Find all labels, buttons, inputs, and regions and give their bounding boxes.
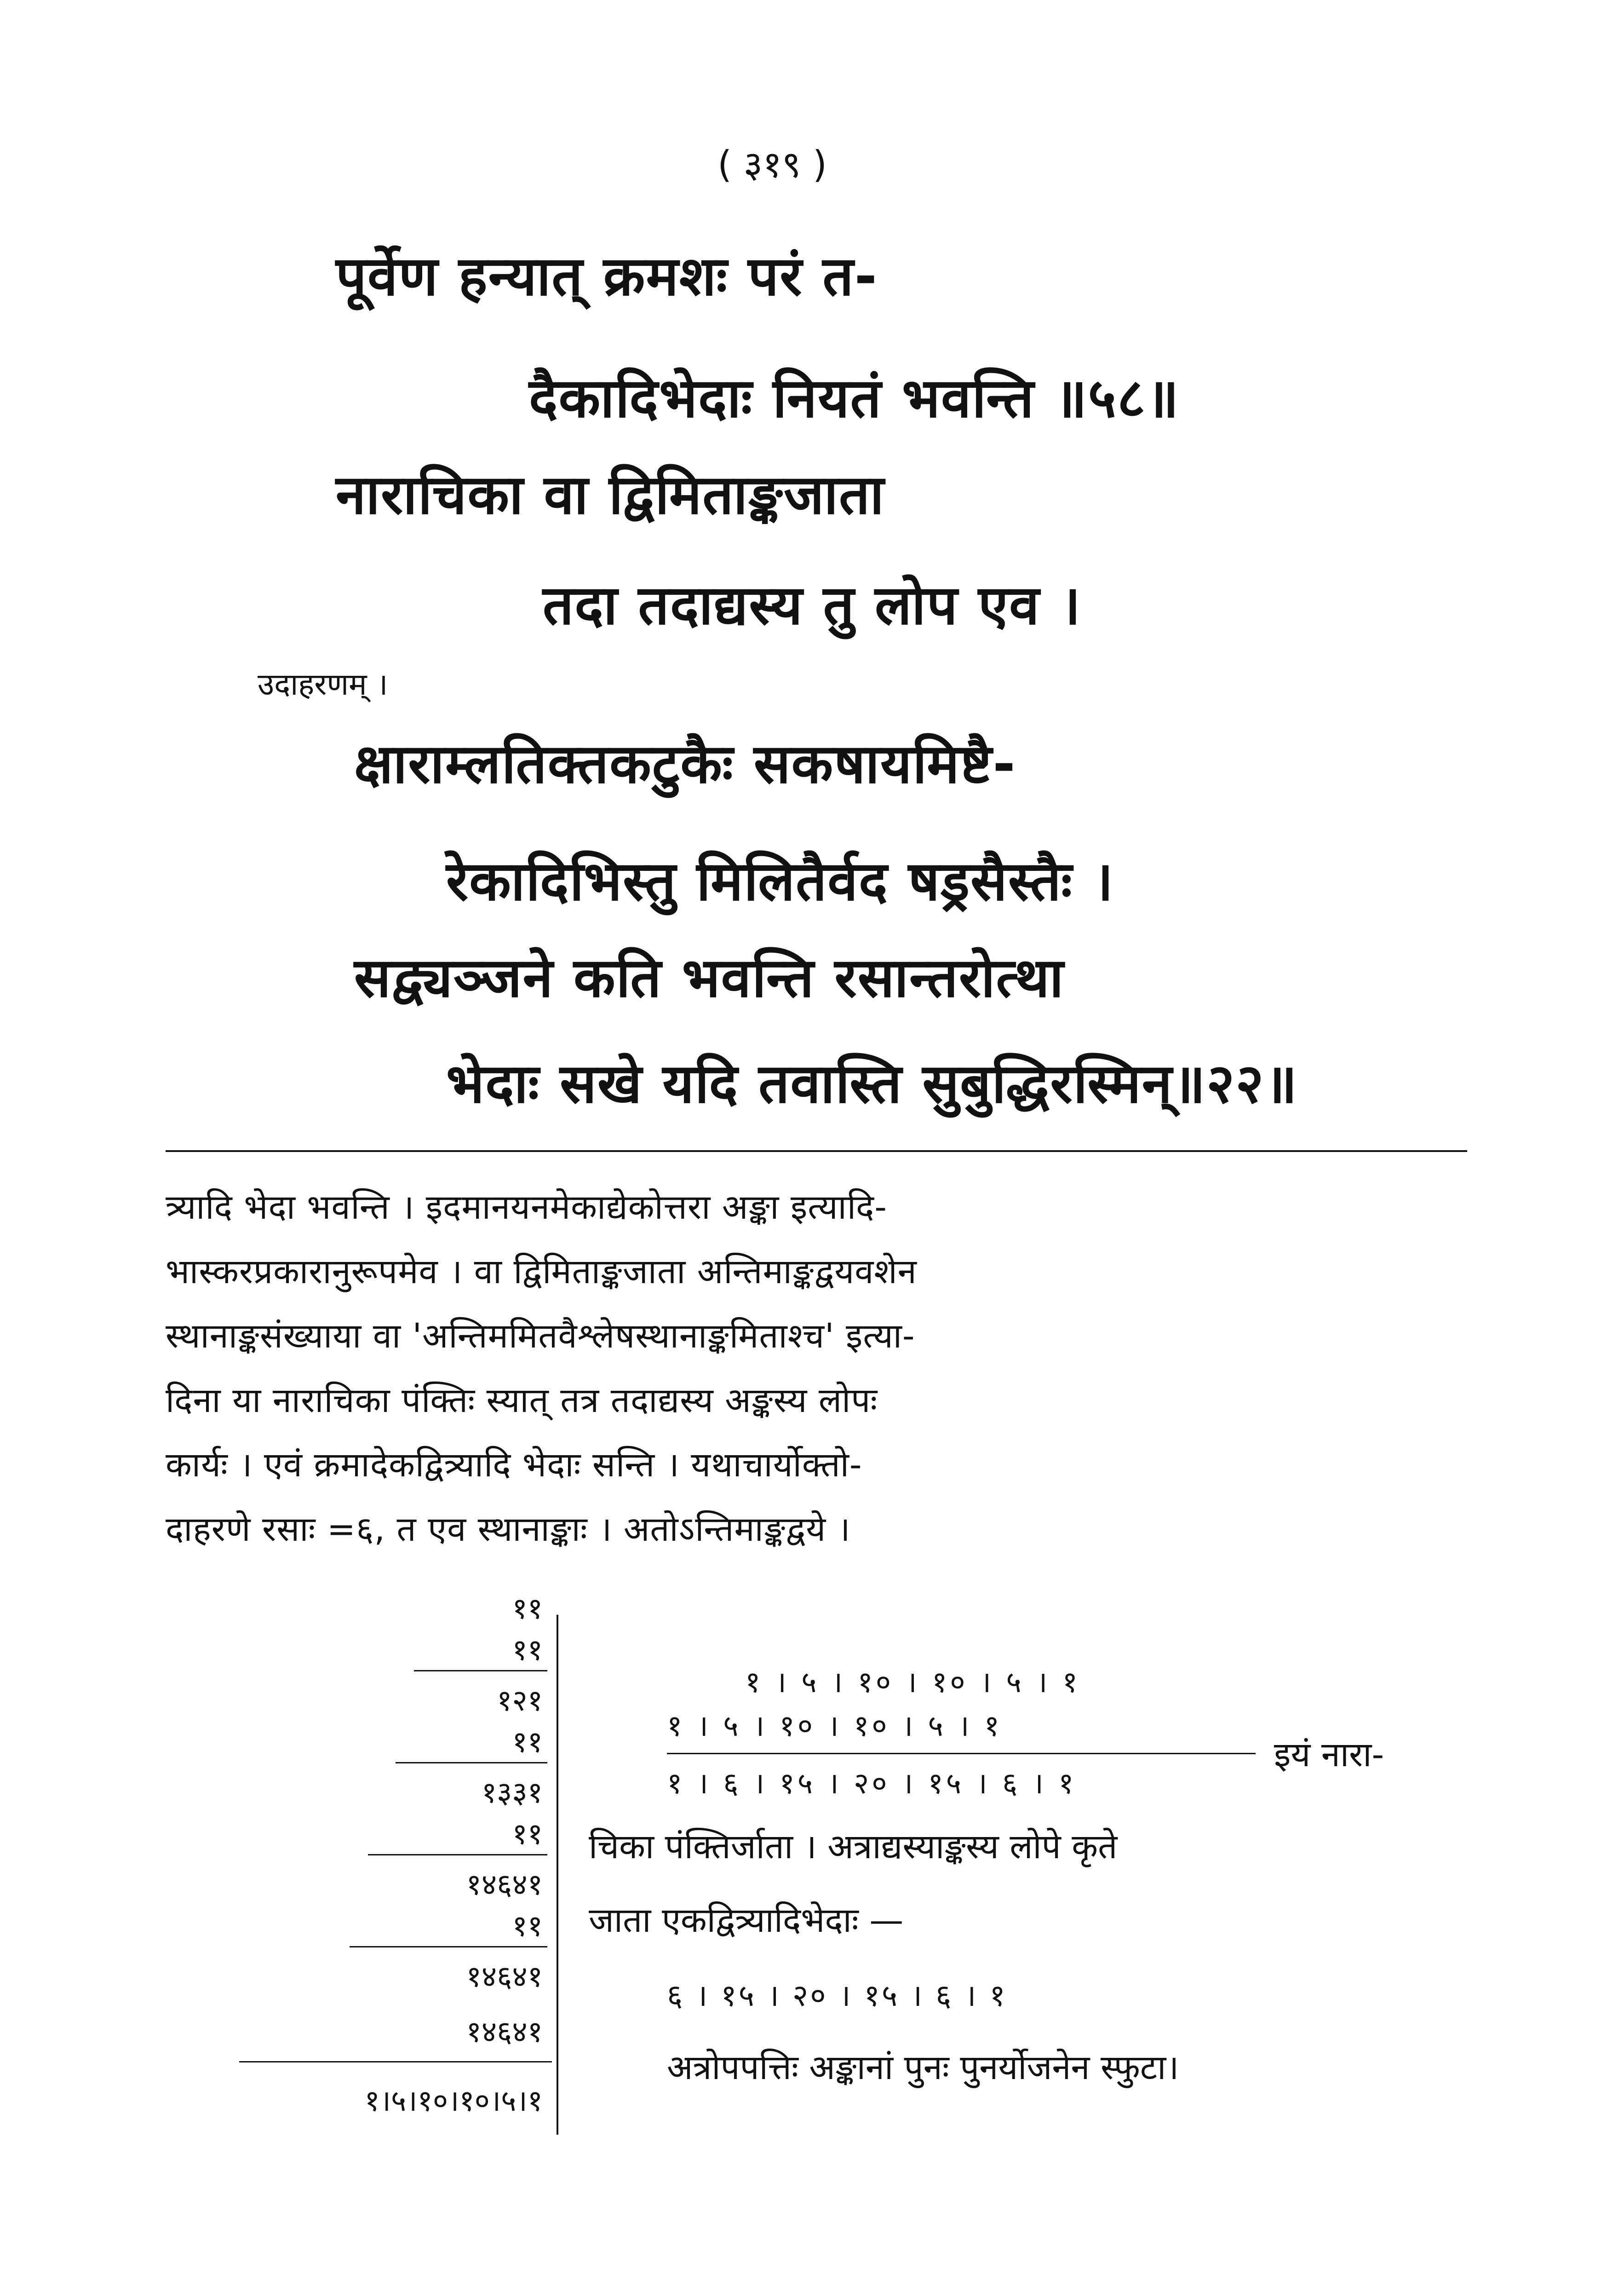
number-row: १ । ५ । १० । १० । ५ । १ (667, 1709, 1002, 1743)
commentary-line: भास्करप्रकारानुरूपमेव । वा द्विमिताङ्कजाता अन्तिमाङ्कद्वयवशेन (166, 1252, 917, 1291)
inline-text: इयं नारा- (1274, 1735, 1384, 1774)
commentary-line: कार्यः । एवं क्रमादेकद्वित्र्यादि भेदाः सन्ति । यथाचार्योक्तो- (166, 1445, 862, 1485)
number-row: १ । ६ । १५ । २० । १५ । ६ । १ (667, 1767, 1077, 1801)
calc-number: १२१ (497, 1684, 543, 1718)
calc-underline (239, 2061, 552, 2062)
calc-underline (396, 1762, 547, 1763)
commentary-line: चिका पंक्तिर्जाता । अत्राद्यस्याङ्कस्य लोपे कृते (589, 1827, 1118, 1866)
calc-number: ११ (512, 1725, 543, 1759)
commentary-line: जाता एकद्वित्र्यादिभेदाः — (589, 1901, 904, 1940)
page-number: ( ३१९ ) (717, 143, 827, 186)
verse-line: रेकादिभिस्तु मिलितैर्वद षड्रसैस्तैः । (446, 849, 1114, 913)
calc-underline (414, 1670, 547, 1671)
verse-line: दैकादिभेदाः नियतं भवन्ति ॥५८॥ (529, 366, 1180, 430)
commentary-line: अत्रोपपत्तिः अङ्कानां पुनः पुनर्योजनेन स्फुटा। (667, 2048, 1179, 2087)
calc-number: १४६४१ (466, 1960, 543, 1994)
sum-underline (667, 1753, 1256, 1754)
calc-number: १४६४१ (466, 1868, 543, 1902)
calc-number: ११ (512, 1817, 543, 1851)
calc-number: ११ (512, 1909, 543, 1943)
calc-number: १४६४१ (466, 2015, 543, 2049)
calc-number: १३३१ (481, 1776, 543, 1810)
verse-line: नाराचिका वा द्विमिताङ्कजाता (336, 463, 885, 526)
verse-line: भेदाः सखे यदि तवास्ति सुबुद्धिरस्मिन्॥२२॥ (446, 1052, 1298, 1115)
verse-line: क्षाराम्लतिक्तकटुकैः सकषायमिष्टै- (354, 732, 1016, 795)
verse-line: पूर्वेण हन्यात् क्रमशः परं त- (336, 244, 878, 308)
commentary-line: त्र्यादि भेदा भवन्ति । इदमानयनमेकाद्येकोत्तरा अङ्का इत्यादि- (166, 1187, 887, 1227)
section-divider (166, 1150, 1467, 1152)
column-divider (557, 1615, 558, 2135)
calc-number: १।५।१०।१०।५।१ (364, 2084, 543, 2118)
number-row: ६ । १५ । २० । १५ । ६ । १ (667, 1978, 1007, 2013)
calc-number: ११ (512, 1633, 543, 1667)
commentary-line: दाहरणे रसाः =६, त एव स्थानाङ्काः । अतोऽन्तिमाङ्कद्वये । (166, 1509, 851, 1549)
commentary-line: स्थानाङ्कसंख्याया वा 'अन्तिममितवैश्लेषस्थानाङ्कमिताश्च' इत्या- (166, 1316, 915, 1356)
verse-line: तदा तदाद्यस्य तु लोप एव । (543, 573, 1082, 637)
calc-number: ११ (512, 1592, 543, 1626)
calc-underline (350, 1946, 547, 1947)
commentary-line: दिना या नाराचिका पंक्तिः स्यात् तत्र तदाद्यस्य अङ्कस्य लोपः (166, 1381, 878, 1420)
example-heading: उदाहरणम् । (258, 667, 388, 702)
number-row: १ । ५ । १० । १० । ५ । १ (745, 1665, 1080, 1699)
verse-line: सद्व्यञ्जने कति भवन्ति रसान्तरोत्था (354, 946, 1065, 1009)
calc-underline (368, 1854, 547, 1855)
